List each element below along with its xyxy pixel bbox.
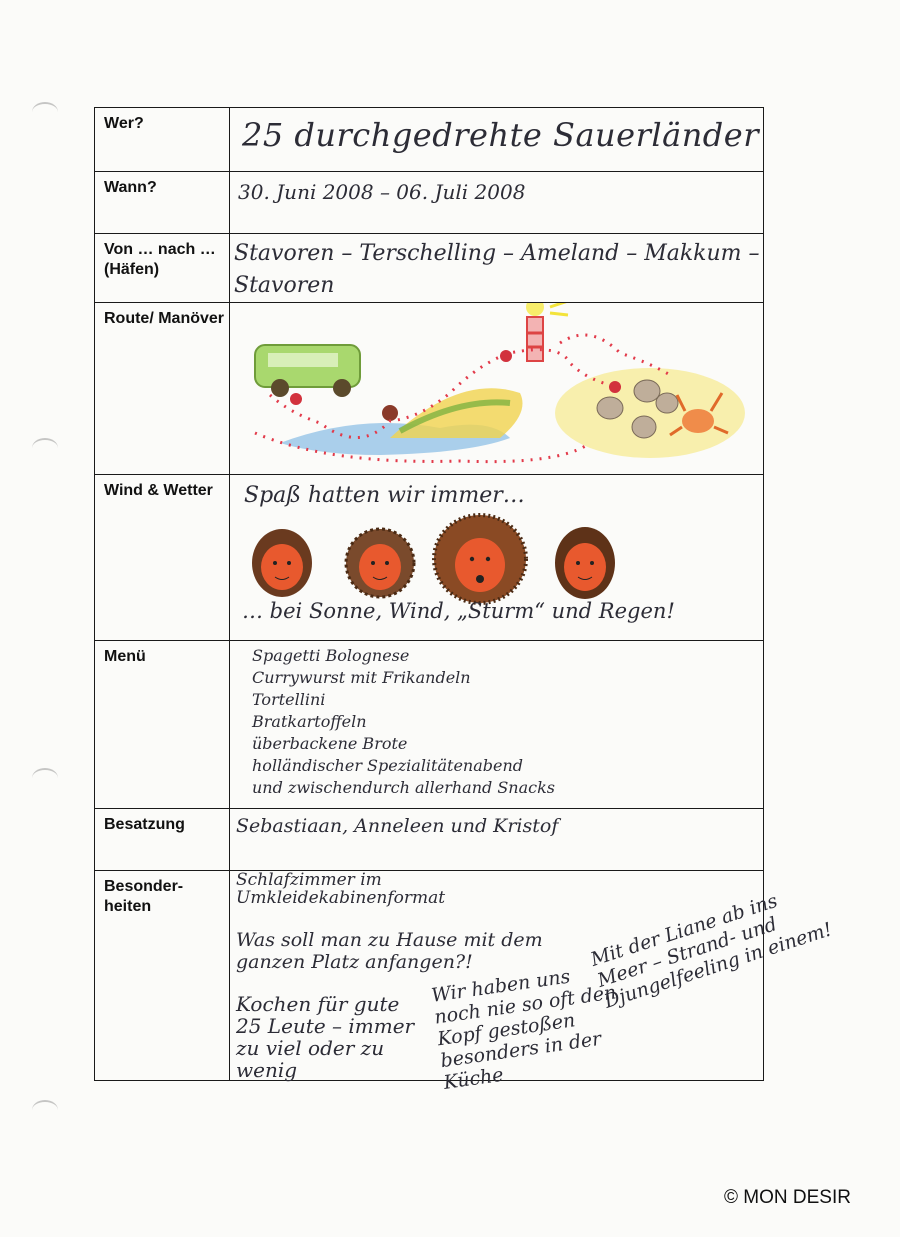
row-wind — [95, 475, 764, 641]
label-besonderheiten: Besonder- heiten — [95, 871, 230, 1081]
besonderheit-schlafzimmer: Schlafzimmer im Umkleidekabinenformat — [236, 870, 446, 908]
shell-icon — [597, 397, 623, 419]
label-wind: Wind & Wetter — [95, 475, 230, 641]
swimmer-icon — [382, 405, 398, 421]
face-icon — [555, 527, 615, 599]
value-haefen: Stavoren – Terschelling – Ameland – Makkum – Stavoren — [234, 241, 760, 298]
besonderheit-kochen: Kochen für gute 25 Leute – immer zu viel oder zu wenig — [236, 992, 415, 1082]
copyright-label: © MON DESIR — [724, 1187, 851, 1208]
label-wer: Wer? — [95, 108, 230, 172]
label-route: Route/ Manöver — [95, 303, 230, 475]
shell-icon — [632, 416, 656, 438]
wind-bottom-text: … bei Sonne, Wind, „Sturm“ und Regen! — [242, 599, 675, 623]
value-wer: 25 durchgedrehte Sauerländer — [242, 116, 760, 154]
shell-icon — [656, 393, 678, 413]
row-wer — [95, 108, 764, 172]
label-besatzung: Besatzung — [95, 809, 230, 871]
row-menu — [95, 641, 764, 809]
harbor-dot — [290, 393, 302, 405]
row-route — [95, 303, 764, 475]
punch-hole — [32, 102, 58, 122]
row-haefen — [95, 234, 764, 303]
bus-wheel — [333, 379, 351, 397]
value-besatzung: Sebastiaan, Anneleen und Kristof — [236, 815, 559, 837]
face-icon — [434, 515, 526, 603]
dune-shape — [390, 388, 523, 438]
wind-top-text: Spaß hatten wir immer… — [244, 483, 525, 508]
row-besatzung — [95, 809, 764, 871]
row-wann — [95, 172, 764, 234]
label-menu: Menü — [95, 641, 230, 809]
note-liane: Mit der Liane ab ins Meer – Strand- und Djungelfeeling in einem! — [588, 889, 835, 1013]
bus-window — [268, 353, 338, 367]
punch-hole — [32, 768, 58, 788]
menu-item: Tortellini — [252, 690, 326, 709]
menu-item: überbackene Brote — [252, 734, 408, 753]
menu-item: Spagetti Bolognese — [252, 646, 410, 665]
route-drawing — [230, 303, 763, 474]
menu-item: Bratkartoffeln — [252, 712, 367, 731]
punch-hole — [32, 438, 58, 458]
menu-item: Currywurst mit Frikandeln — [252, 668, 471, 687]
menu-item: holländischer Spezialitätenabend — [252, 756, 524, 775]
face-icon — [346, 529, 414, 597]
lighthouse-icon — [526, 303, 568, 361]
menu-list — [230, 641, 763, 799]
value-wann: 30. Juni 2008 – 06. Juli 2008 — [238, 180, 526, 204]
harbor-dot — [500, 350, 512, 362]
note-kopf-gestossen: Wir haben uns noch nie so oft den Kopf gestoßen besonders in der Küche — [430, 965, 618, 1094]
harbor-dot — [609, 381, 621, 393]
shell-icon — [634, 380, 660, 402]
label-haefen: Von … nach … (Häfen) — [95, 234, 230, 303]
besonderheit-platz: Was soll man zu Hause mit dem ganzen Platz anfangen?! — [236, 929, 543, 973]
bus-wheel — [271, 379, 289, 397]
punch-hole — [32, 1100, 58, 1120]
label-wann: Wann? — [95, 172, 230, 234]
menu-item: und zwischendurch allerhand Snacks — [252, 778, 556, 797]
route-crayon-illustration — [230, 303, 770, 469]
face-icon — [252, 529, 312, 597]
